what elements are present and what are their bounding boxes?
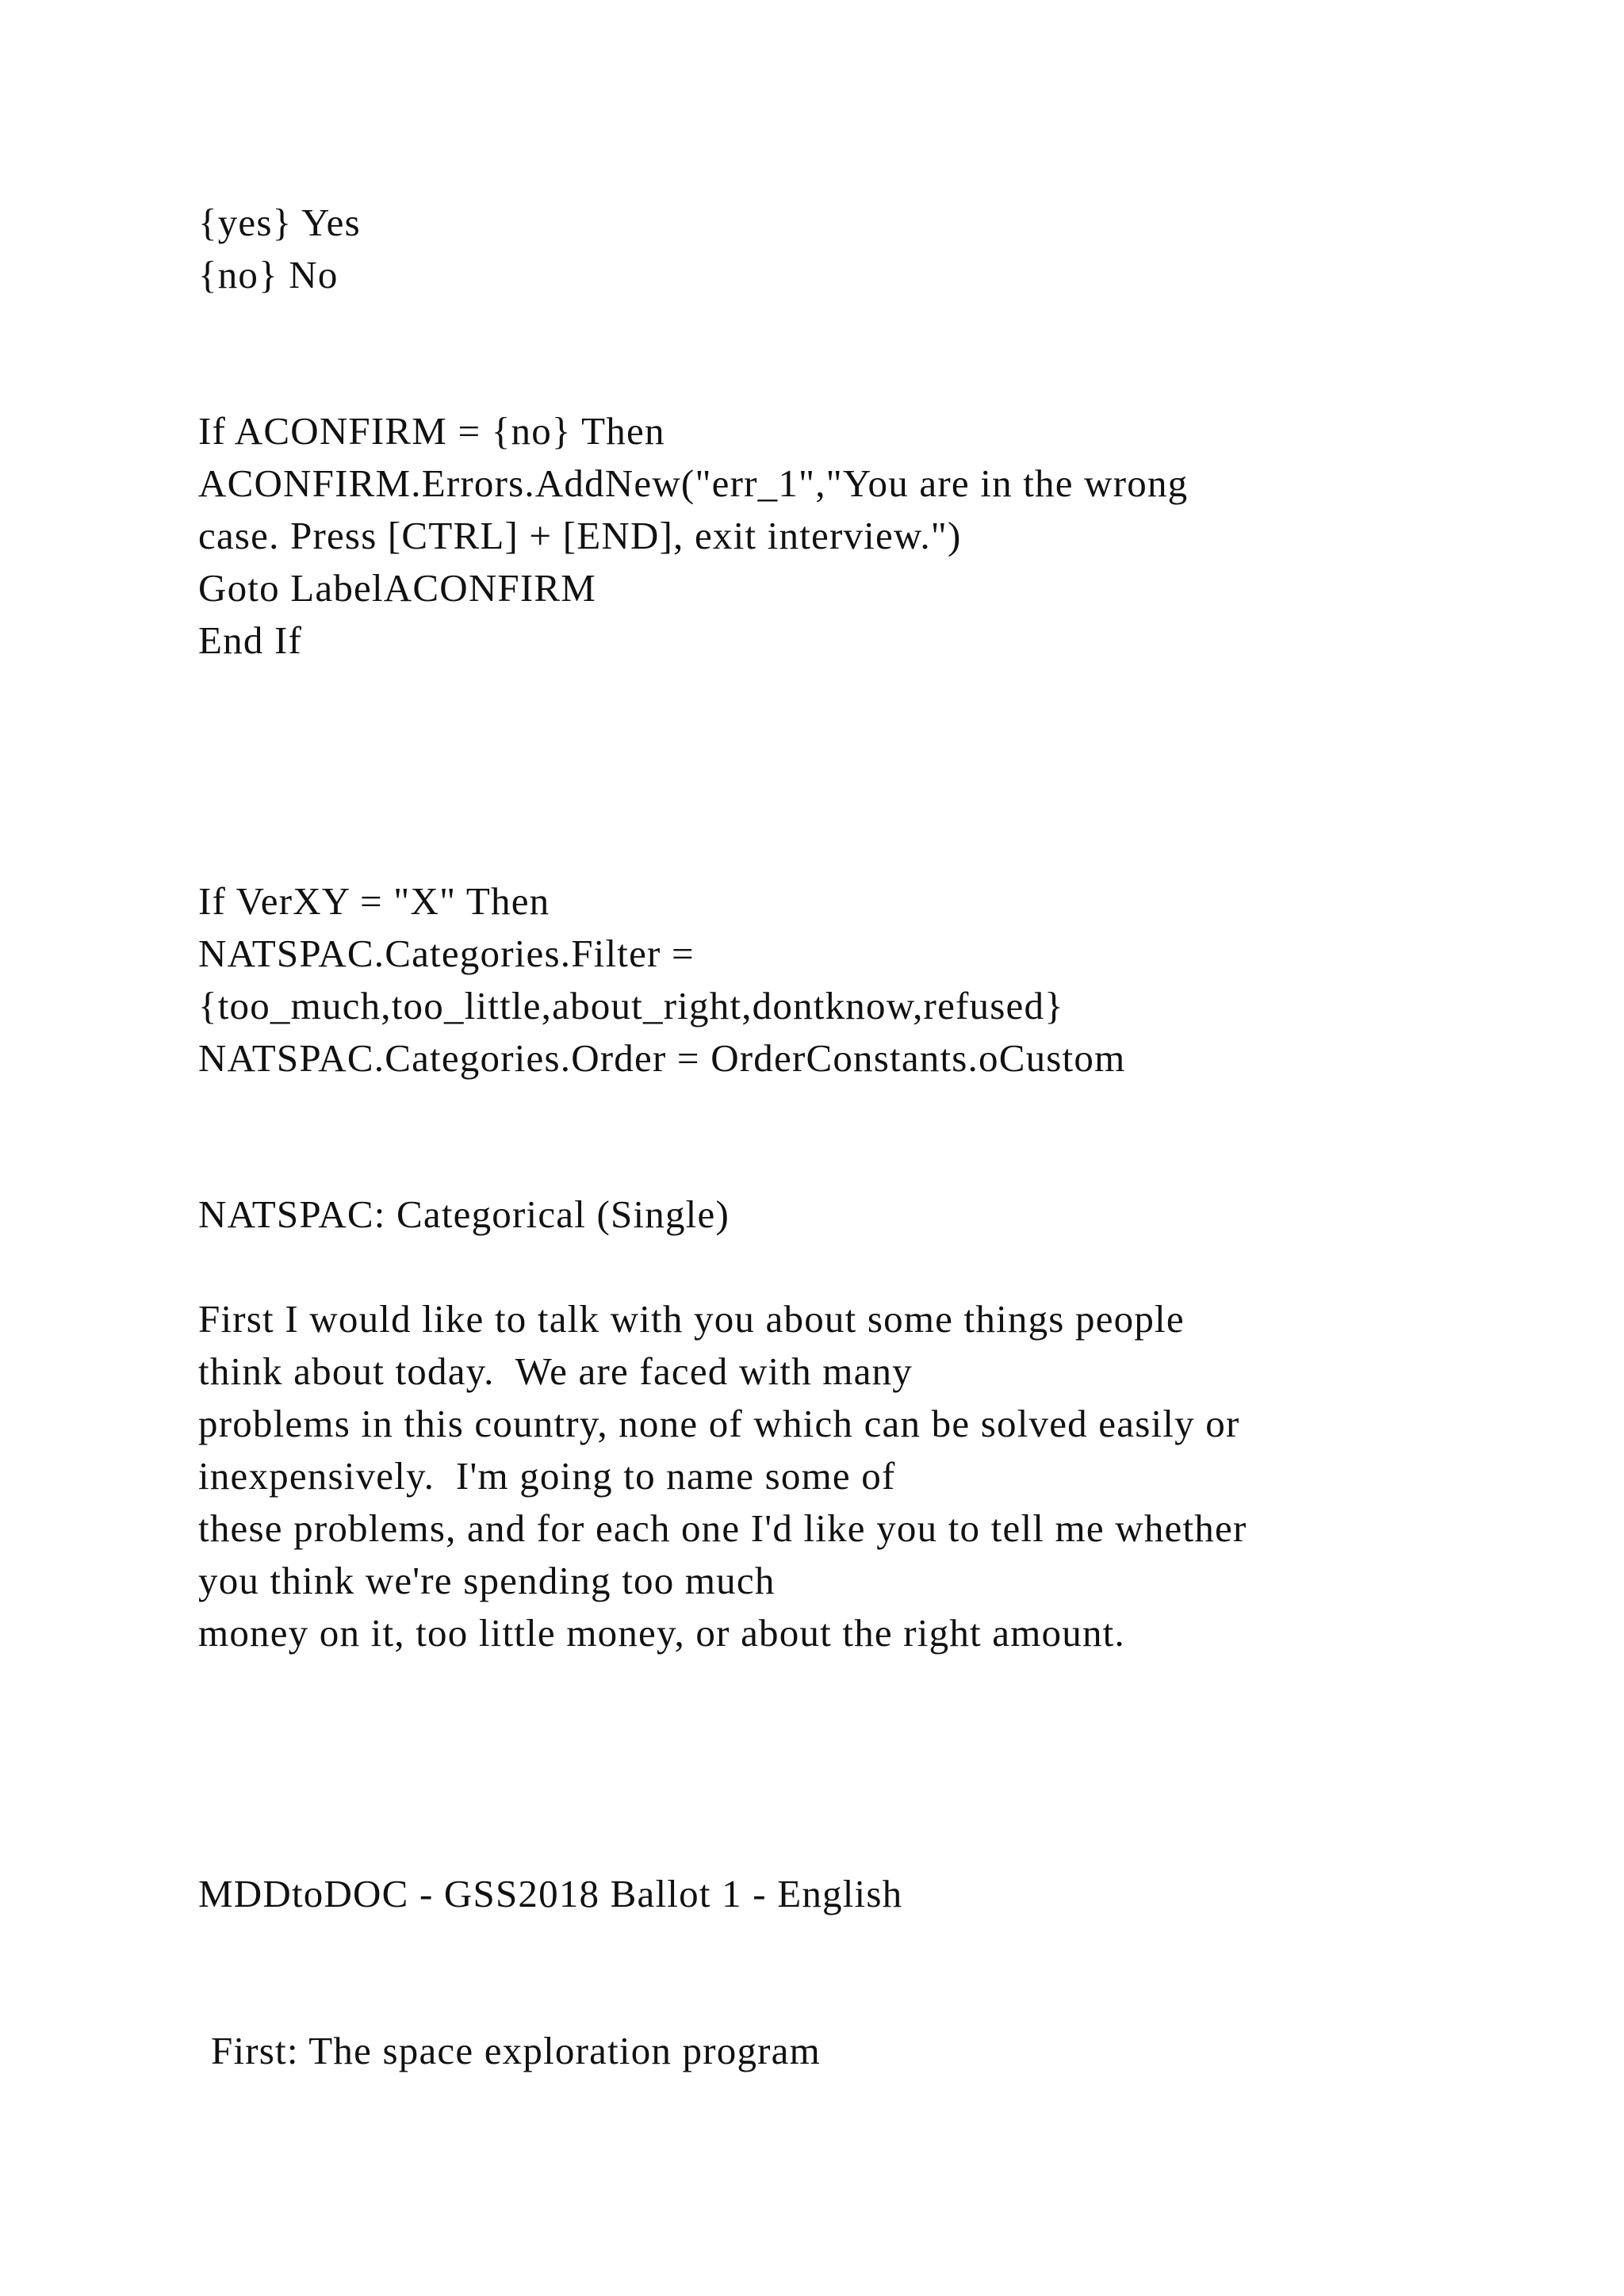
document-footer-title: MDDtoDOC - GSS2018 Ballot 1 - English xyxy=(198,1872,903,1915)
question-heading: NATSPAC: Categorical (Single) xyxy=(198,1192,730,1236)
code-line: NATSPAC.Categories.Order = OrderConstants.oCustom xyxy=(198,1036,1126,1080)
question-text-line: money on it, too little money, or about the right amount. xyxy=(198,1611,1125,1655)
question-text-line: think about today. We are faced with many xyxy=(198,1349,913,1393)
code-line: If ACONFIRM = {no} Then xyxy=(198,409,665,453)
code-line: Goto LabelACONFIRM xyxy=(198,566,597,610)
code-line: End If xyxy=(198,618,303,662)
code-line: {too_much,too_little,about_right,dontknow,refused} xyxy=(198,984,1064,1027)
question-item: First: The space exploration program xyxy=(211,2029,821,2072)
question-text-line: these problems, and for each one I'd like you to tell me whether xyxy=(198,1506,1247,1550)
code-line: NATSPAC.Categories.Filter = xyxy=(198,932,695,975)
code-line: case. Press [CTRL] + [END], exit interview.") xyxy=(198,514,962,557)
code-line: ACONFIRM.Errors.AddNew("err_1","You are in the wrong xyxy=(198,461,1189,505)
option-no: {no} No xyxy=(198,253,339,297)
question-text-line: First I would like to talk with you about some things people xyxy=(198,1297,1185,1341)
question-text-line: problems in this country, none of which can be solved easily or xyxy=(198,1402,1240,1445)
question-text-line: you think we're spending too much xyxy=(198,1559,776,1602)
code-line: If VerXY = "X" Then xyxy=(198,879,550,923)
option-yes: {yes} Yes xyxy=(198,201,361,244)
question-text-line: inexpensively. I'm going to name some of xyxy=(198,1454,896,1498)
